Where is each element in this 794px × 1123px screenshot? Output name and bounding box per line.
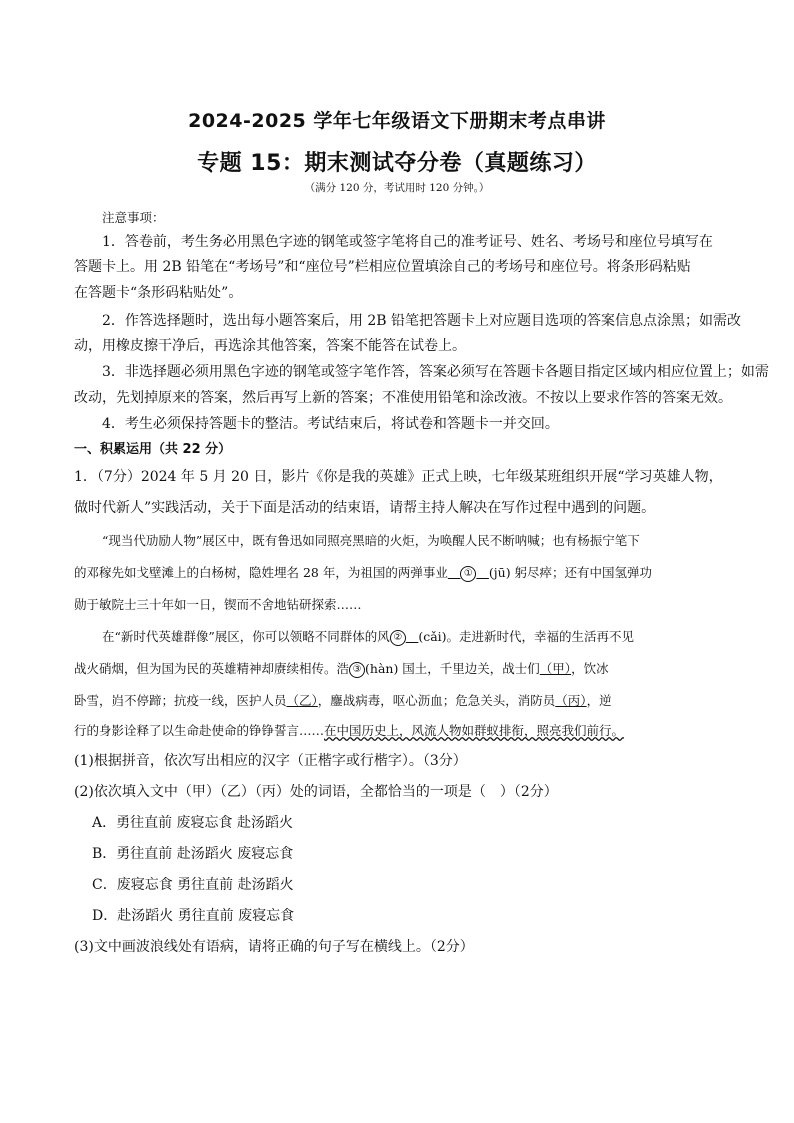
passage-text: ，鏖战病毒，呕心沥血；危急关头，消防员 bbox=[317, 693, 556, 708]
question-1a: 1．（7分）2024 年 5 月 20 日，影片《你是我的英雄》正式上映，七年级某班组织开展“学习英雄人物， bbox=[74, 469, 723, 485]
blank-bing: （丙） bbox=[555, 693, 587, 708]
passage-text: (cǎi)。走进新时代，幸福的生活再不见 bbox=[418, 629, 635, 644]
passage-line-7 bbox=[74, 721, 724, 741]
blank-1 bbox=[448, 565, 489, 580]
passage-text: (hàn) 国土，千里边关，战士们 bbox=[365, 661, 540, 676]
blank-3 bbox=[349, 661, 365, 676]
instruction-1c: 在答题卡“条形码粘贴处”。 bbox=[74, 285, 243, 301]
blank-yi: （乙） bbox=[286, 693, 318, 708]
passage-text: (jū) 躬尽瘁；还有中国氢弹功 bbox=[488, 565, 653, 580]
instruction-3b: 改动，先划掉原来的答案，然后再写上新的答案；不准使用铅笔和涂改液。不按以上要求作答的答案无效。 bbox=[74, 390, 732, 406]
option-a: A．勇往直前 废寝忘食 赴汤蹈火 bbox=[92, 815, 294, 831]
question-1b: 做时代新人”实践活动，关于下面是活动的结束语，请帮主持人解决在写作过程中遇到的问题。 bbox=[74, 500, 656, 516]
blank-marker-1: ① bbox=[460, 566, 476, 582]
passage-text: 在“新时代英雄群像”展区，你可以领略不同群体的风 bbox=[102, 629, 390, 644]
topic-title: 专题 15：期末测试夺分卷（真题练习） bbox=[197, 151, 597, 176]
passage-text: ，饮冰 bbox=[571, 661, 609, 676]
subquestion-1: (1)根据拼音，依次写出相应的汉字（正楷字或行楷字）。（3分） bbox=[74, 753, 467, 769]
instruction-2a: 2．作答选择题时，选出每小题答案后，用 2B 铅笔把答题卡上对应题目选项的答案信息点涂黑；如需改 bbox=[102, 313, 742, 329]
instruction-2b: 动，用橡皮擦干净后，再选涂其他答案，答案不能答在试卷上。 bbox=[74, 338, 466, 354]
exam-title: 2024-2025 学年七年级语文下册期末考点串讲 bbox=[188, 110, 606, 132]
exam-note: （满分 120 分，考试用时 120 分钟。） bbox=[304, 182, 490, 194]
passage-text: ，逆 bbox=[586, 693, 612, 708]
option-b: B．勇往直前 赴汤蹈火 废寝忘食 bbox=[92, 846, 294, 862]
instruction-3a: 3．非选择题必须用黑色字迹的钢笔或签字笔作答，答案必须写在答题卡各题目指定区域内相应位置上；如需 bbox=[102, 364, 769, 380]
passage-line-4 bbox=[102, 627, 752, 647]
blank-jia: （甲） bbox=[539, 661, 572, 676]
instruction-1b: 答题卡上。用 2B 铅笔在“考场号”和“座位号”栏相应位置填涂自己的考场号和座位号。将条形码粘贴 bbox=[74, 259, 691, 275]
instructions-heading: 注意事项： bbox=[102, 210, 165, 225]
option-d: D．赴汤蹈火 勇往直前 废寝忘食 bbox=[92, 908, 295, 924]
option-c: C．废寝忘食 勇往直前 赴汤蹈火 bbox=[92, 877, 294, 893]
blank-marker-2: ② bbox=[390, 630, 406, 646]
passage-line-6 bbox=[74, 691, 724, 711]
passage-line-3: 勋于敏院士三十年如一日，锲而不舍地钻研探索…… bbox=[74, 597, 362, 612]
passage-text: 战火硝烟，但为国为民的英雄精神却赓续相传。浩 bbox=[74, 661, 350, 676]
passage-line-1: “现当代劢励人物”展区中，既有鲁迅如同照亮黑暗的火炬，为唤醒人民不断呐喊；也有杨振宁笔下 bbox=[102, 533, 640, 548]
passage-text: 卧雪，岿不停蹄；抗疫一线，医护人员 bbox=[74, 693, 287, 708]
wavy-sentence: 在中国历史上，风流人物如群蚁排衔，照亮我们前行。 bbox=[324, 723, 625, 738]
subquestion-2: (2)依次填入文中（甲）（乙）（丙）处的词语，全都恰当的一项是（ ）（2分） bbox=[74, 784, 558, 800]
instruction-4: 4．考生必须保持答题卡的整洁。考试结束后，将试卷和答题卡一并交回。 bbox=[102, 416, 559, 432]
passage-text: 的邓稼先如戈壁滩上的白杨树，隐姓埋名 28 年，为祖国的两弹事业 bbox=[74, 565, 448, 580]
passage-line-2 bbox=[74, 563, 724, 583]
blank-marker-3: ③ bbox=[349, 662, 365, 678]
passage-line-5 bbox=[74, 659, 724, 679]
section-heading: 一、积累运用（共 22 分） bbox=[74, 442, 232, 457]
blank-2 bbox=[390, 629, 419, 644]
passage-text: 行的身影诠释了以生命赴使命的铮铮誓言…… bbox=[74, 723, 325, 738]
instruction-1a: 1．答卷前，考生务必用黑色字迹的钢笔或签字笔将自己的准考证号、姓名、考场号和座位号填写在 bbox=[102, 234, 713, 250]
subquestion-3: (3)文中画波浪线处有语病，请将正确的句子写在横线上。（2分） bbox=[74, 939, 474, 955]
